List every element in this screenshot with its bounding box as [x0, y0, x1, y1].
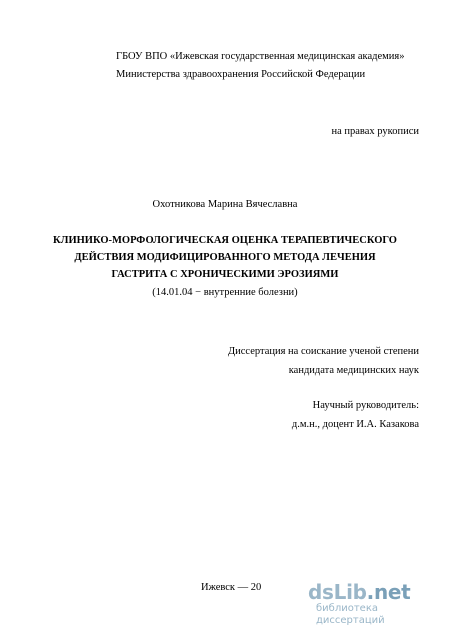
dslib-watermark: [308, 581, 440, 627]
supervisor-label: Научный руководитель:: [312, 400, 419, 411]
watermark-subtitle: библиотека диссертаций: [316, 603, 385, 626]
institution-name: ГБОУ ВПО «Ижевская государственная медицинская академия»: [116, 51, 405, 62]
supervisor-name: д.м.н., доцент И.А. Казакова: [291, 419, 419, 430]
city-year: Ижевск — 20: [201, 582, 262, 593]
watermark-logo: [308, 581, 440, 603]
title-line-2: ДЕЙСТВИЯ МОДИФИЦИРОВАННОГО МЕТОДА ЛЕЧЕНИЯ: [74, 252, 376, 263]
specialty-code: (14.01.04 − внутренние болезни): [152, 287, 298, 298]
ministry-name: Министерства здравоохранения Российской Федерации: [116, 69, 366, 80]
watermark-logo-tld: .net: [366, 580, 411, 604]
title-line-1: КЛИНИКО-МОРФОЛОГИЧЕСКАЯ ОЦЕНКА ТЕРАПЕВТИЧЕСКОГО: [53, 235, 397, 246]
rights-note: на правах рукописи: [331, 126, 419, 137]
author-name: Охотникова Марина Вячеславна: [152, 199, 298, 210]
title-line-3: ГАСТРИТА С ХРОНИЧЕСКИМИ ЭРОЗИЯМИ: [111, 269, 339, 280]
watermark-logo-main: dsLib: [308, 580, 367, 604]
degree-line-2: кандидата медицинских наук: [288, 365, 419, 376]
degree-line-1: Диссертация на соискание ученой степени: [227, 346, 419, 357]
